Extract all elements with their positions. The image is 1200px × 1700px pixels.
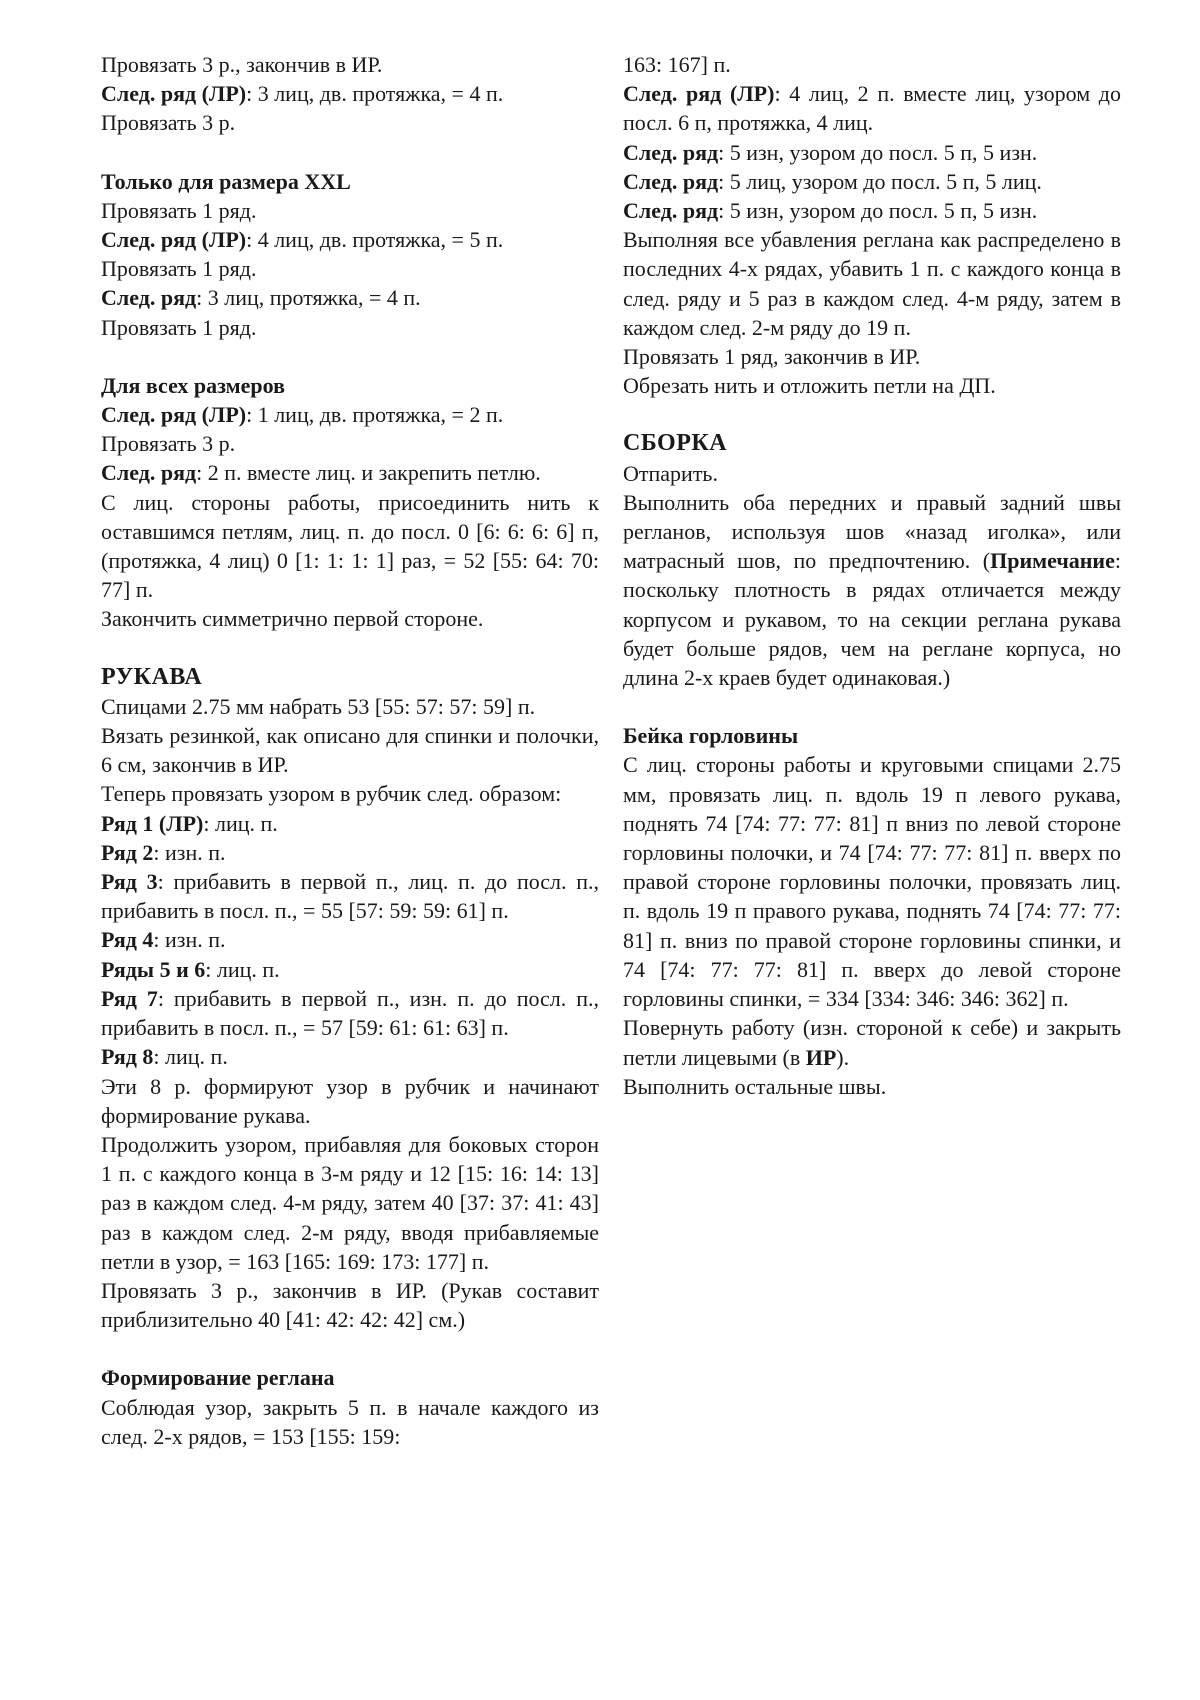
paragraph: 163: 167] п.: [623, 52, 731, 77]
paragraph: Провязать 1 ряд.: [101, 256, 257, 282]
paragraph: Провязать 1 ряд, закончив в ИР.: [623, 344, 921, 370]
emphasis: ИР: [805, 1044, 837, 1070]
row-label: След. ряд: [623, 168, 719, 194]
row-label: След. ряд (ЛР): [101, 81, 247, 107]
paragraph: Соблюдая узор, закрыть 5 п. в начале каждого из след. 2-х рядов, = 153 [155: 159:: [101, 1394, 599, 1449]
paragraph: Провязать 3 р., закончив в ИР. (Рукав составит приблизительно 40 [41: 42: 42: 42] см.): [101, 1277, 599, 1333]
row-label: След. ряд (ЛР): [101, 227, 247, 253]
row-label: Ряд 3: [101, 869, 158, 895]
instruction-row: След. ряд (ЛР): 1 лиц, дв. протяжка, = 2 п.: [101, 402, 504, 428]
right-column: [623, 50, 1121, 1101]
paragraph: С лиц. стороны работы, присоединить нить к оставшимся петлям, лиц. п. до посл. 0 [6: 6: 6: 6] п, (протяжка, 4 лиц) 0 [1: 1: 1: 1] раз, = 52 [55: 64: 70: 77] п.: [101, 489, 599, 603]
paragraph: Отпарить.: [623, 460, 718, 486]
instruction-row: След. ряд: 5 лиц, узором до посл. 5 п, 5 лиц.: [623, 168, 1042, 194]
row-label: Ряд 8: [101, 1044, 154, 1070]
instruction-row: След. ряд: 3 лиц, протяжка, = 4 п.: [101, 285, 421, 311]
instruction-row: Ряд 1 (ЛР): лиц. п.: [101, 810, 278, 836]
paragraph: Спицами 2.75 мм набрать 53 [55: 57: 57: 59] п.: [101, 693, 536, 719]
instruction-row: Ряд 4: изн. п.: [101, 927, 226, 953]
instruction-row: След. ряд: 5 изн, узором до посл. 5 п, 5 изн.: [623, 139, 1038, 165]
row-label: След. ряд (ЛР): [623, 81, 775, 107]
left-column: [101, 50, 599, 1451]
paragraph: Закончить симметрично первой стороне.: [101, 606, 484, 632]
row-label: Ряд 1 (ЛР): [101, 810, 204, 836]
paragraph: Теперь провязать узором в рубчик след. образом:: [101, 781, 562, 807]
paragraph: Выполнить оба передних и правый задний швы регланов, используя шов «назад иголка», или матрасный шов, по предпочтению. (Примечание: поскольку плотность в рядах отличается между корпусом и рукавом, то на секции реглана рукава будет больше рядов, чем на реглане корпуса, но длина 2-х краев будет одинаковая.): [623, 489, 1121, 691]
instruction-row: Ряд 3: прибавить в первой п., лиц. п. до посл. п., прибавить в посл. п., = 55 [57: 59: 59: 61] п.: [101, 869, 600, 924]
instruction-row: След. ряд: 5 изн, узором до посл. 5 п, 5 изн.: [623, 198, 1038, 224]
row-label: След. ряд: [623, 198, 719, 224]
instruction-row: След. ряд (ЛР): 4 лиц, дв. протяжка, = 5 п.: [101, 227, 504, 253]
paragraph: Выполнить остальные швы.: [623, 1073, 887, 1099]
paragraph: С лиц. стороны работы и круговыми спицами 2.75 мм, провязать лиц. п. вдоль 19 п левого рукава, поднять 74 [74: 77: 77: 81] п вниз по левой стороне горловины полочки, и 74 [74: 77: 77: 81] п. вверх по правой стороне горловины полочки, провязать лиц. п. вдоль 19 п правого рукава, поднять 74 [74: 77: 77: 81] п. вниз по правой стороне горловины спинки, и 74 [74: 77: 77: 81] п. вверх до левой стороне горловины спинки, = 334 [334: 346: 346: 362] п.: [623, 752, 1121, 1012]
row-label: След. ряд (ЛР): [101, 402, 247, 428]
paragraph: Провязать 3 р.: [101, 110, 236, 136]
instruction-row: След. ряд: 2 п. вместе лиц. и закрепить петлю.: [101, 460, 541, 486]
paragraph: Повернуть работу (изн. стороной к себе) и закрыть петли лицевыми (в ИР).: [623, 1015, 1121, 1070]
instruction-row: След. ряд (ЛР): 4 лиц, 2 п. вместе лиц, узором до посл. 6 п, протяжка, 4 лиц.: [623, 81, 1121, 136]
paragraph: Провязать 1 ряд.: [101, 197, 257, 223]
note-label: Примечание: [990, 548, 1115, 574]
paragraph: Выполняя все убавления реглана как распределено в последних 4-х рядах, убавить 1 п. с каждого конца в след. ряду и 5 раз в каждом след. 4-м ряду, затем в каждом след. 2-м ряду до 19 п.: [623, 227, 1121, 340]
row-label: След. ряд: [101, 460, 197, 486]
paragraph: Обрезать нить и отложить петли на ДП.: [623, 373, 996, 399]
instruction-row: Ряд 8: лиц. п.: [101, 1044, 228, 1070]
paragraph: Продолжить узором, прибавляя для боковых сторон 1 п. с каждого конца в 3-м ряду и 12 [15: 16: 14: 13] раз в каждом след. 4-м ряду, затем 40 [37: 37: 41: 43] раз в каждом след. 2-м ряду, вводя прибавляемые петли в узор, = 163 [165: 169: 173: 177] п.: [101, 1131, 599, 1274]
paragraph: Провязать 1 ряд.: [101, 314, 257, 340]
section-heading-xxl: Только для размера XXL: [101, 168, 351, 194]
paragraph: Эти 8 р. формируют узор в рубчик и начинают формирование рукава.: [101, 1073, 599, 1128]
instruction-row: Ряд 2: изн. п.: [101, 839, 226, 865]
section-heading-raglan: Формирование реглана: [101, 1365, 335, 1391]
instruction-row: След. ряд (ЛР): 3 лиц, дв. протяжка, = 4 п.: [101, 81, 504, 107]
section-heading-assembly: СБОРКА: [623, 430, 728, 457]
row-label: След. ряд: [623, 139, 719, 165]
row-label: След. ряд: [101, 285, 197, 311]
section-heading-all-sizes: Для всех размеров: [101, 372, 285, 398]
paragraph: Провязать 3 р., закончив в ИР.: [101, 52, 383, 77]
paragraph: Вязать резинкой, как описано для спинки и полочки, 6 см, закончив в ИР.: [101, 723, 599, 778]
row-label: Ряд 2: [101, 839, 154, 865]
row-label: Ряд 4: [101, 927, 154, 953]
instruction-row: Ряд 7: прибавить в первой п., изн. п. до посл. п., прибавить в посл. п., = 57 [59: 61: 61: 63] п.: [101, 985, 599, 1041]
paragraph: Провязать 3 р.: [101, 431, 236, 457]
section-heading-neckband: Бейка горловины: [623, 723, 799, 749]
row-label: Ряд 7: [101, 985, 158, 1011]
instruction-row: Ряды 5 и 6: лиц. п.: [101, 956, 280, 982]
section-heading-sleeves: РУКАВА: [101, 663, 203, 690]
row-label: Ряды 5 и 6: [101, 956, 206, 982]
